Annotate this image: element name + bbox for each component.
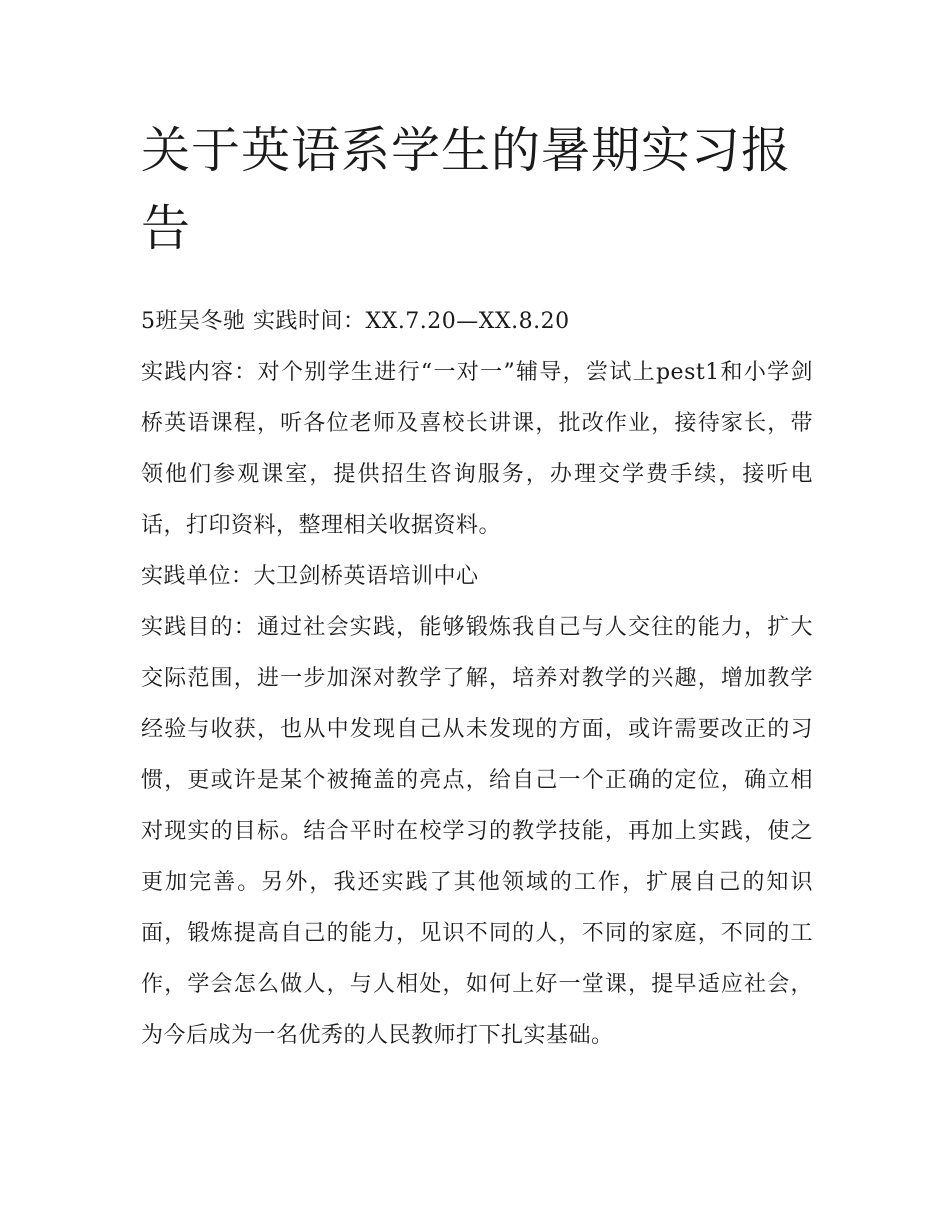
practice-purpose-paragraph: 实践目的：通过社会实践，能够锻炼我自己与人交往的能力，扩大交际范围，进一步加深对教学了解，培养对教学的兴趣，增加教学经验与收获，也从中发现自己从未发现的方面，或许需要改正的习惯，更或许是某个被掩盖的亮点，给自己一个正确的定位，确立相对现实的目标。结合平时在校学习的教学技能，再加上实践，使之更加完善。另外，我还实践了其他领域的工作，扩展自己的知识面，锻炼提高自己的能力，见识不同的人，不同的家庭，不同的工作，学会怎么做人，与人相处，如何上好一堂课，提早适应社会，为今后成为一名优秀的人民教师打下扎实基础。: [141, 615, 813, 1048]
practice-content-paragraph: 实践内容：对个别学生进行“一对一”辅导，尝试上pest1和小学剑桥英语课程，听各位老师及喜校长讲课，批改作业，接待家长，带领他们参观课室，提供招生咨询服务，办理交学费手续，接听电话，打印资料，整理相关收据资料。: [141, 360, 813, 538]
document-title: 关于英语系学生的暑期实习报告: [141, 122, 792, 257]
student-and-period-line: 5班吴冬驰 实践时间：XX.7.20—XX.8.20: [141, 309, 570, 334]
document-body: [141, 112, 813, 1061]
practice-unit-paragraph: 实践单位：大卫剑桥英语培训中心: [141, 564, 479, 589]
